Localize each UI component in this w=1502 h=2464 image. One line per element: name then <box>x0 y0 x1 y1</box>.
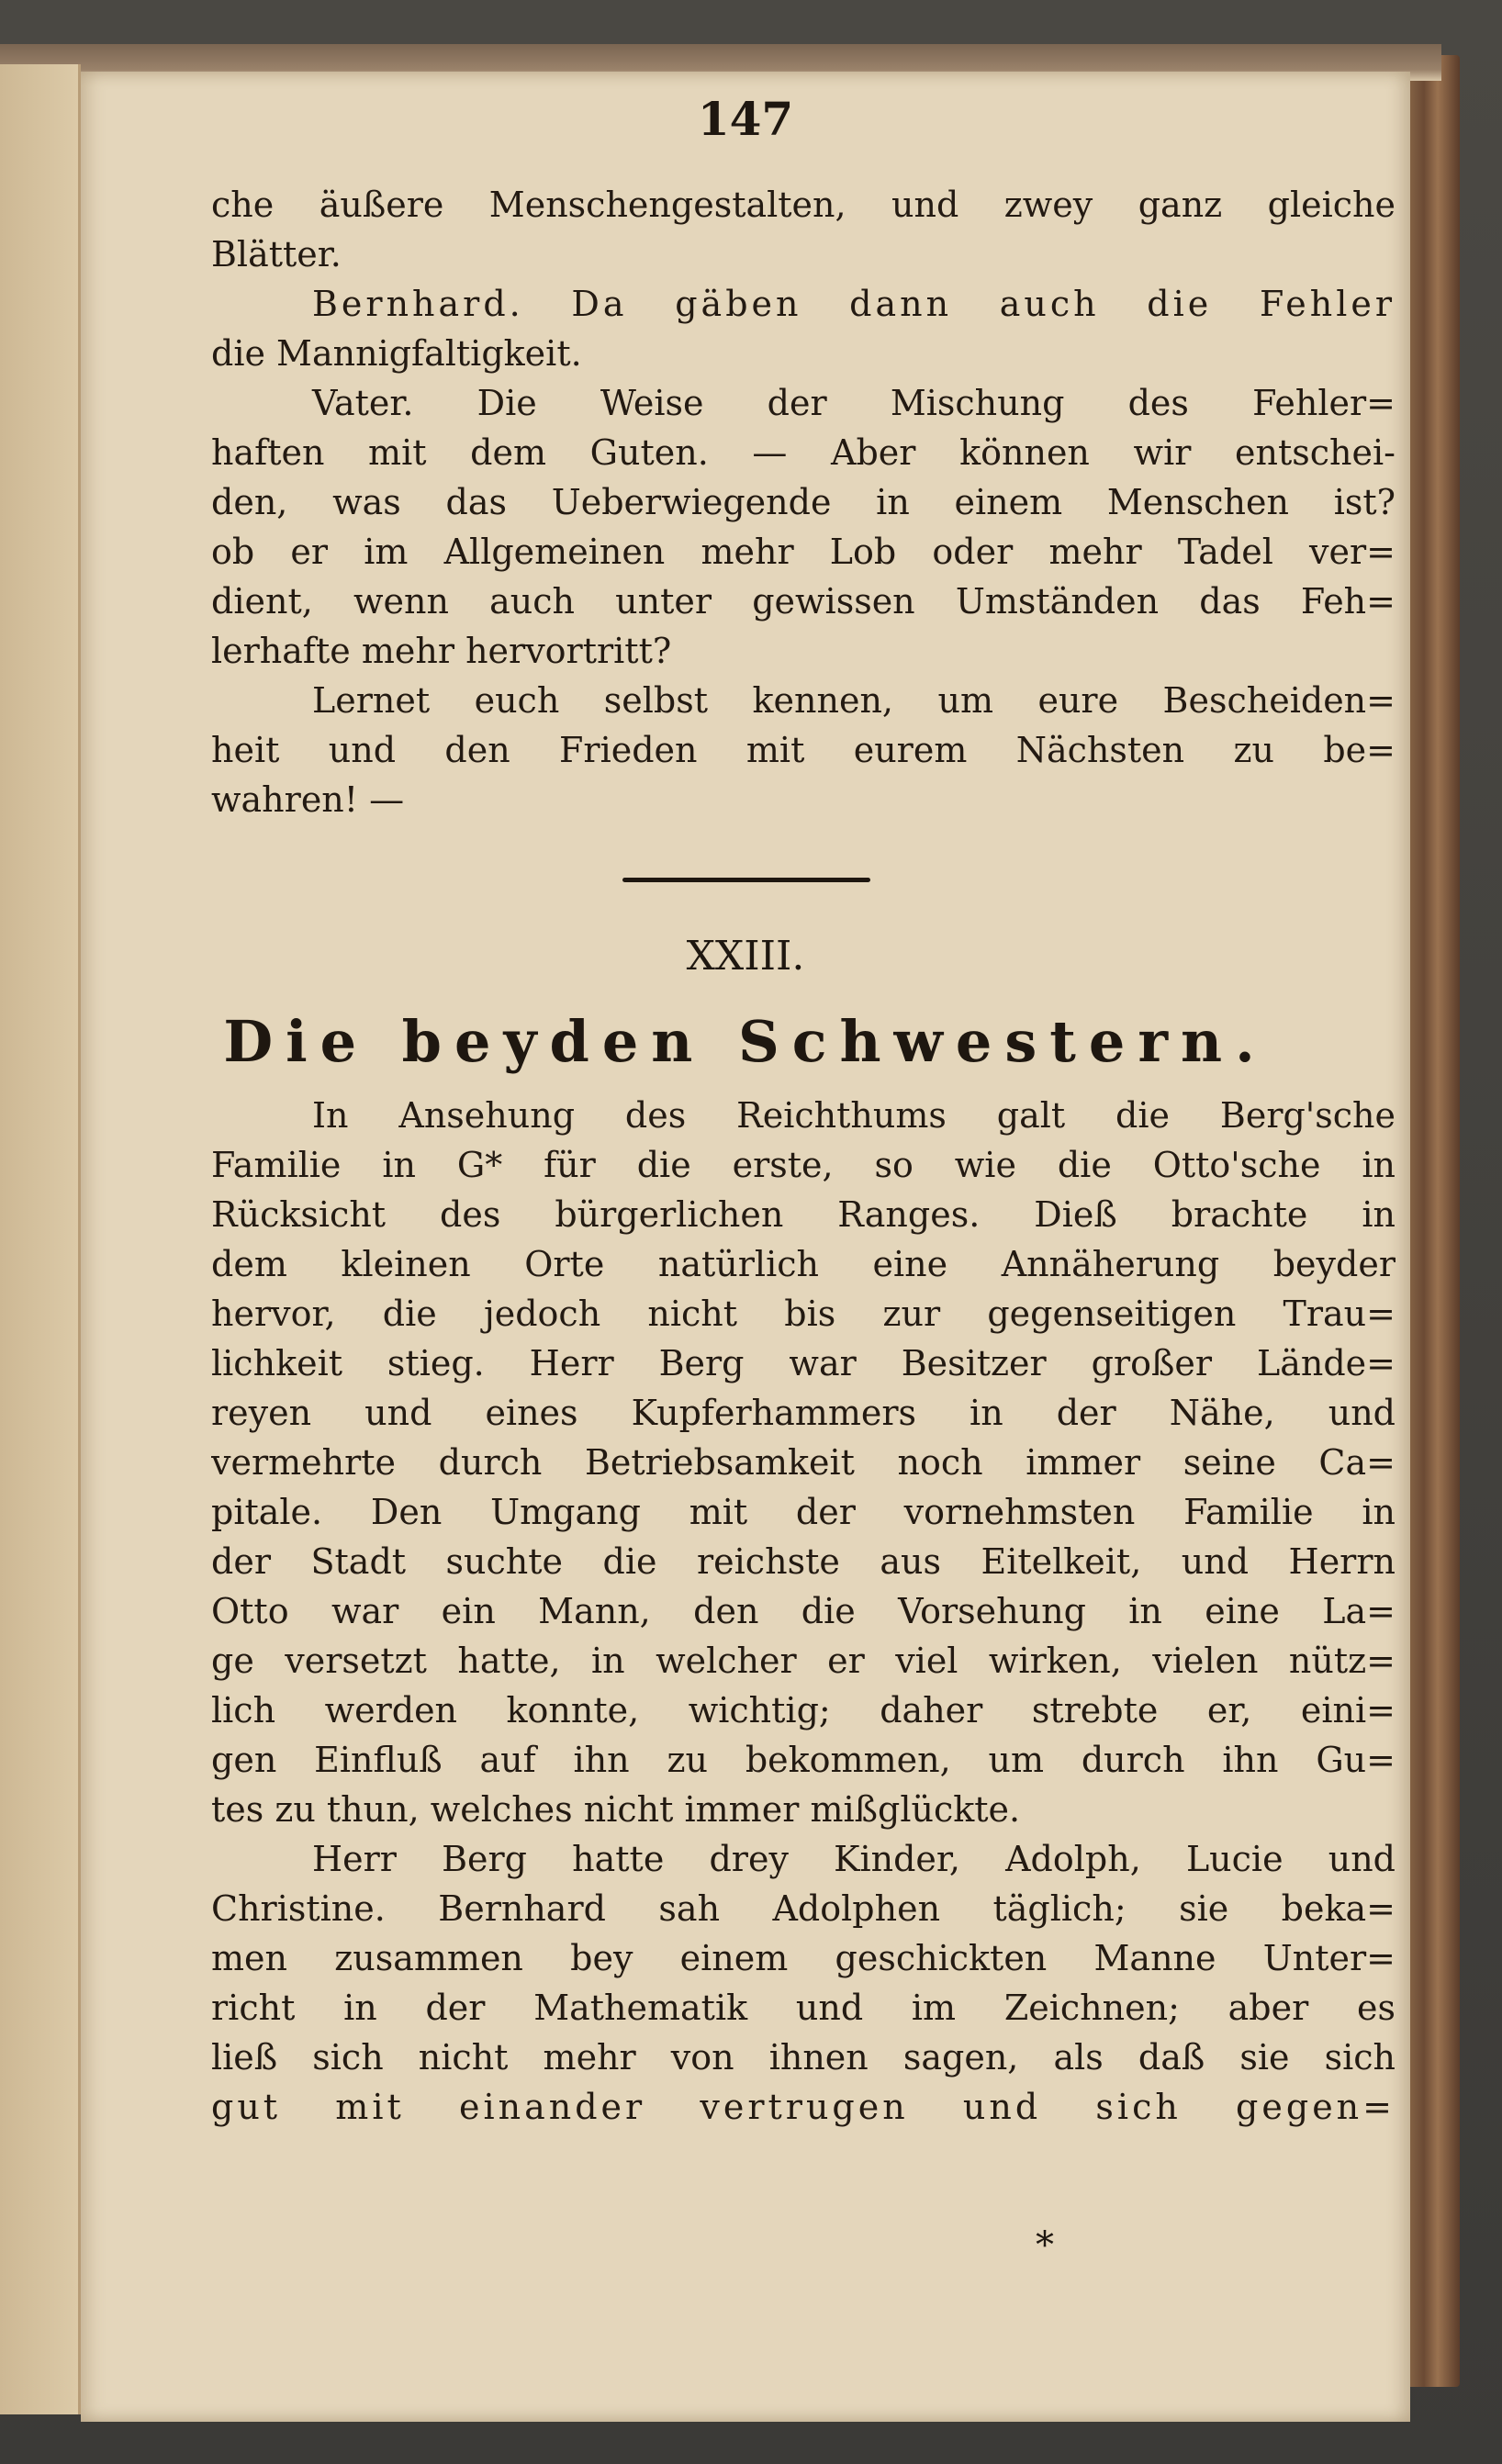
chapter-title: Die beyden Schwestern. <box>223 1008 1268 1075</box>
text-line: Rücksicht des bürgerlichen Ranges. Dieß brachte in <box>211 1194 1396 1235</box>
signature-mark: * <box>1036 2224 1054 2267</box>
facing-page-edge <box>0 64 81 2414</box>
section-divider <box>622 878 870 882</box>
text-line: men zusammen bey einem geschickten Manne Unter= <box>211 1938 1396 1978</box>
text-line: dem kleinen Orte natürlich eine Annäherung beyder <box>211 1244 1396 1284</box>
text-line: Bernhard. Da gäben dann auch die Fehler <box>312 284 1396 324</box>
chapter-body <box>211 1091 1396 2132</box>
text-line: lerhafte mehr hervortritt? <box>211 631 672 671</box>
text-line: gut mit einander vertrugen und sich gegen= <box>211 2087 1396 2127</box>
text-line: die Mannigfaltigkeit. <box>211 333 582 374</box>
text-line: vermehrte durch Betriebsamkeit noch immer seine Ca= <box>211 1442 1396 1483</box>
text-line: Vater. Die Weise der Mischung des Fehler= <box>312 383 1396 423</box>
text-line: ge versetzt hatte, in welcher er viel wirken, vielen nütz= <box>211 1641 1396 1681</box>
text-line: pitale. Den Umgang mit der vornehmsten Familie in <box>211 1492 1396 1532</box>
text-line: den, was das Ueberwiegende in einem Menschen ist? <box>211 482 1396 522</box>
text-line: tes zu thun, welches nicht immer mißglückte. <box>211 1789 1021 1830</box>
text-line: Blätter. <box>211 234 342 274</box>
text-line: ließ sich nicht mehr von ihnen sagen, als daß sie sich <box>211 2037 1396 2078</box>
book-spine-edge <box>1405 55 1460 2387</box>
text-line: Christine. Bernhard sah Adolphen täglich; sie beka= <box>211 1888 1396 1929</box>
text-line: lich werden konnte, wichtig; daher strebte er, eini= <box>211 1690 1396 1730</box>
book-page <box>81 72 1410 2422</box>
text-line: reyen und eines Kupferhammers in der Nähe, und <box>211 1393 1396 1433</box>
previous-chapter-ending <box>211 180 1396 824</box>
text-line: Familie in G* für die erste, so wie die Otto'sche in <box>211 1145 1396 1185</box>
text-line: Herr Berg hatte drey Kinder, Adolph, Lucie und <box>312 1839 1396 1879</box>
text-line: ob er im Allgemeinen mehr Lob oder mehr Tadel ver= <box>211 532 1396 572</box>
chapter-number: XXIII. <box>686 933 805 980</box>
page-number: 147 <box>697 92 794 146</box>
text-line: haften mit dem Guten. — Aber können wir entschei- <box>211 432 1396 473</box>
text-line: gen Einfluß auf ihn zu bekommen, um durch ihn Gu= <box>211 1740 1396 1780</box>
text-line: In Ansehung des Reichthums galt die Berg'sche <box>312 1095 1396 1136</box>
text-line: Otto war ein Mann, den die Vorsehung in eine La= <box>211 1591 1396 1631</box>
text-line: Lernet euch selbst kennen, um eure Bescheiden= <box>312 680 1396 721</box>
text-line: der Stadt suchte die reichste aus Eitelkeit, und Herrn <box>211 1541 1396 1582</box>
text-line: lichkeit stieg. Herr Berg war Besitzer großer Lände= <box>211 1343 1396 1383</box>
text-line: heit und den Frieden mit eurem Nächsten zu be= <box>211 730 1396 770</box>
text-line: hervor, die jedoch nicht bis zur gegenseitigen Trau= <box>211 1294 1396 1334</box>
text-line: wahren! — <box>211 779 405 820</box>
text-line: richt in der Mathematik und im Zeichnen; aber es <box>211 1988 1396 2028</box>
text-line: dient, wenn auch unter gewissen Umständen das Feh= <box>211 581 1396 622</box>
text-line: che äußere Menschengestalten, und zwey ganz gleiche <box>211 185 1396 225</box>
